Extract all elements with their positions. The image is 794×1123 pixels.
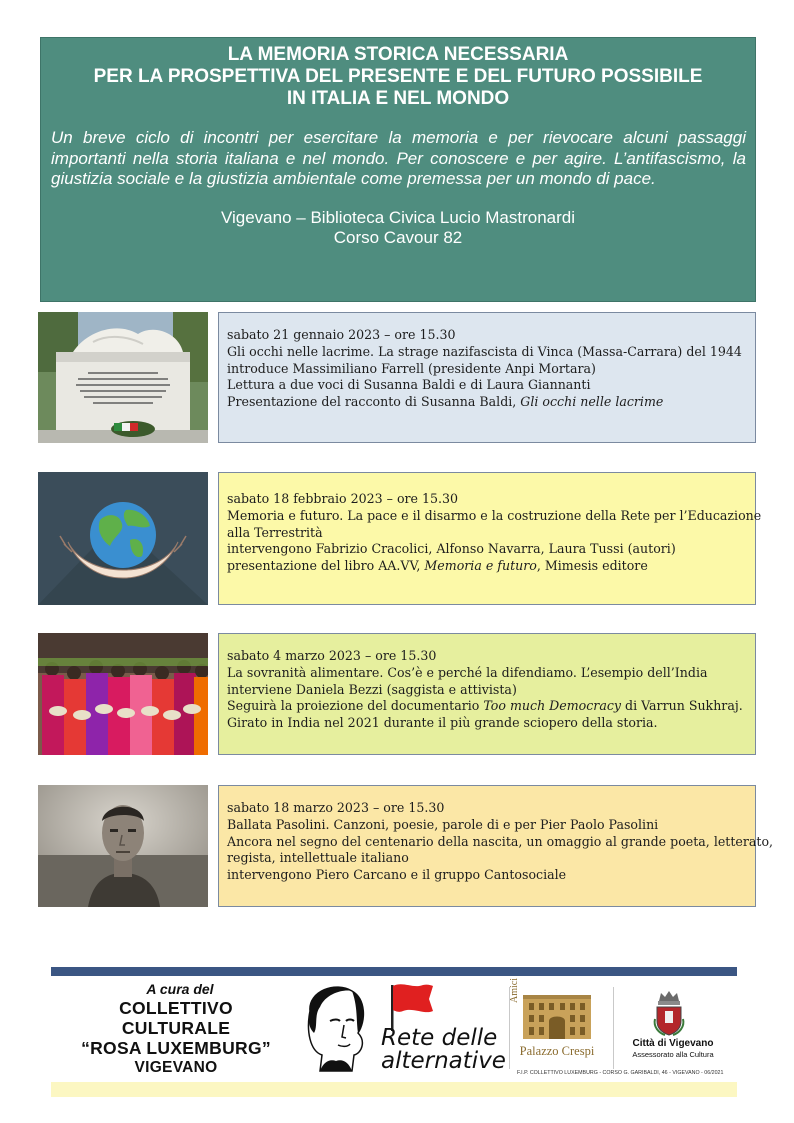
amici-label: Amici — [509, 978, 520, 1003]
event-4-description-cont: regista, intellettuale italiano — [227, 850, 409, 866]
event-4-title: Ballata Pasolini. Canzoni, poesie, parole di e per Pier Paolo Pasolini — [227, 816, 659, 832]
event-4-speakers: intervengono Piero Carcano e il gruppo Cantosociale — [227, 867, 567, 883]
event-3-date: sabato 4 marzo 2023 – ore 15.30 — [227, 648, 437, 663]
event-2-publisher: , Mimesis editore — [536, 558, 648, 574]
event-1-presentation-text: Presentazione del racconto di Susanna Baldi, — [227, 394, 521, 410]
event-3-note: Girato in India nel 2021 durante il più grande sciopero della storia. — [227, 715, 658, 731]
collettivo-line-4: VIGEVANO — [134, 1059, 218, 1076]
red-flag-icon — [379, 981, 439, 1031]
event-3-screening — [227, 698, 747, 715]
event-1-box — [218, 312, 756, 443]
palazzo-crespi-logo-icon — [517, 991, 597, 1043]
event-1-date: sabato 21 gennaio 2023 – ore 15.30 — [227, 327, 456, 342]
event-4-description: Ancora nel segno del centenario della nascita, un omaggio al grande poeta, letterato, — [227, 833, 774, 849]
event-3-film-title: Too much Democracy — [483, 698, 622, 714]
venue — [41, 208, 755, 248]
event-1-speaker: introduce Massimiliano Farrell (presidente Anpi Mortara) — [227, 360, 596, 376]
intro-text: Un breve ciclo di incontri per esercitare la memoria e per rievocare alcuni passaggi importanti nella storia italiana e nel mondo. Per conoscere e per agire. L’antifascismo, la giustizia sociale e la giustizia ambientale come premessa per un mondo di pace. — [51, 128, 746, 188]
event-2-presentation — [227, 558, 747, 575]
vigevano-coat-of-arms-icon — [651, 989, 687, 1037]
indian-women-protest-photo — [38, 633, 208, 755]
rosa-luxemburg-portrait-icon — [296, 981, 376, 1077]
footer-banner — [51, 967, 737, 1097]
fip-printer-note: F.I.P. COLLETTIVO LUXEMBURG - CORSO G. GARIBALDI, 46 - VIGEVANO - 06/2021 — [517, 1070, 724, 1076]
earth-in-hands-illustration — [38, 472, 208, 605]
title-line-2: PER LA PROSPETTIVA DEL PRESENTE E DEL FUTURO POSSIBILE — [93, 66, 703, 87]
event-2-title-cont: alla Terrestrità — [227, 524, 323, 540]
pasolini-portrait-photo — [38, 785, 208, 907]
event-1-presentation — [227, 394, 747, 411]
event-2-speakers: intervengono Fabrizio Cracolici, Alfonso Navarra, Laura Tussi (autori) — [227, 541, 676, 557]
header-panel — [40, 37, 756, 302]
citta-name: Città di Vigevano — [632, 1038, 714, 1049]
event-3-speaker: interviene Daniela Bezzi (saggista e attivista) — [227, 681, 517, 697]
collettivo-line-1: COLLETTIVO — [119, 998, 233, 1018]
event-3-box — [218, 633, 756, 755]
event-1-book-title: Gli occhi nelle lacrime — [520, 394, 664, 410]
event-1-reading: Lettura a due voci di Susanna Baldi e di Laura Giannanti — [227, 377, 591, 393]
title-line-3: IN ITALIA E NEL MONDO — [286, 88, 510, 109]
footer-bottom-bar — [51, 1082, 737, 1097]
event-2-book-title: Memoria e futuro — [424, 558, 537, 574]
page-title — [41, 44, 755, 110]
collettivo-line-3: “ROSA LUXEMBURG” — [81, 1038, 271, 1058]
collettivo-line-2: CULTURALE — [121, 1018, 231, 1038]
collettivo-logo-text — [51, 981, 301, 1077]
rete-line-2: alternative — [381, 1048, 506, 1074]
citta-di-vigevano-label — [616, 1038, 730, 1059]
rete-line-1: Rete delle — [381, 1025, 498, 1051]
assessorato-label: Assessorato alla Cultura — [632, 1050, 714, 1059]
event-2-presentation-text: presentazione del libro AA.VV, — [227, 558, 425, 574]
acura-label: A cura del — [146, 981, 214, 997]
venue-line-2: Corso Cavour 82 — [333, 227, 463, 247]
venue-line-1: Vigevano – Biblioteca Civica Lucio Mastronardi — [220, 207, 576, 227]
event-2-title: Memoria e futuro. La pace e il disarmo e la costruzione della Rete per l’Educazione — [227, 507, 762, 523]
event-2-date: sabato 18 febbraio 2023 – ore 15.30 — [227, 491, 459, 506]
event-2-box — [218, 472, 762, 605]
rete-delle-alternative-logo-text — [381, 1027, 511, 1073]
palazzo-crespi-label: Palazzo Crespi — [519, 1044, 595, 1058]
event-3-title: La sovranità alimentare. Cos’è e perché la difendiamo. L’esempio dell’India — [227, 664, 708, 680]
footer-top-bar — [51, 967, 737, 976]
footer-separator — [613, 987, 614, 1069]
event-4-date: sabato 18 marzo 2023 – ore 15.30 — [227, 800, 445, 815]
title-line-1: LA MEMORIA STORICA NECESSARIA — [227, 44, 569, 65]
event-3-director: di Varrun Sukhraj. — [621, 698, 743, 714]
event-1-title: Gli occhi nelle lacrime. La strage nazifascista di Vinca (Massa-Carrara) del 1944 — [227, 343, 742, 359]
vinca-monument-photo — [38, 312, 208, 443]
event-3-screening-text: Seguirà la proiezione del documentario — [227, 698, 484, 714]
event-4-box — [218, 785, 774, 907]
